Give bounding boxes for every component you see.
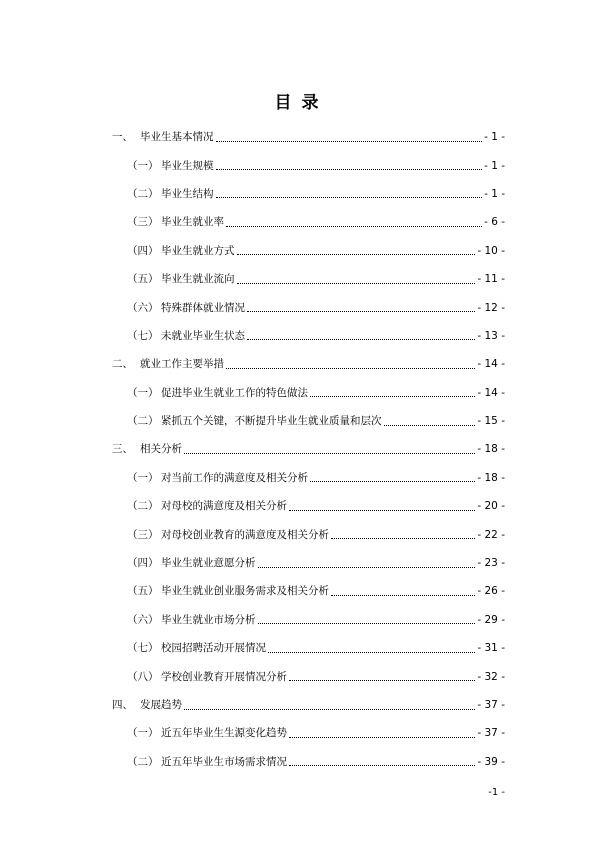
toc-entry-number: （六） — [127, 613, 159, 626]
toc-dot-leader — [226, 368, 475, 369]
toc-entry-title: 紧抓五个关键，不断提升毕业生就业质量和层次 — [161, 415, 382, 428]
toc-entry-title: 毕业生就业市场分析 — [161, 613, 256, 626]
toc-entry-number: 二、 — [112, 358, 133, 371]
toc-dot-leader — [331, 595, 475, 596]
toc-entry-number: （二） — [127, 755, 159, 768]
toc-entry-title: 就业工作主要举措 — [140, 358, 224, 371]
toc-dot-leader — [289, 680, 475, 681]
toc-entry-title: 毕业生就业率 — [161, 216, 224, 229]
toc-entry-number: （三） — [127, 216, 159, 229]
toc-subsection-entry[interactable] — [0, 265, 595, 293]
toc-entry-page-number: - 32 - — [477, 670, 505, 683]
toc-dot-leader — [216, 197, 483, 198]
toc-dot-leader — [237, 254, 476, 255]
toc-entry-title: 发展趋势 — [140, 699, 182, 711]
toc-subsection-entry[interactable] — [0, 520, 595, 548]
toc-entry-title: 相关分析 — [140, 443, 182, 456]
toc-dot-leader — [258, 623, 476, 624]
toc-entry-page-number: - 1 - — [484, 187, 505, 200]
toc-section-entry[interactable] — [0, 691, 595, 719]
toc-entry-page-number: - 37 - — [477, 699, 505, 711]
toc-entry-page-number: - 29 - — [477, 613, 505, 626]
toc-entry-number: （二） — [127, 187, 159, 200]
toc-entry-title: 对当前工作的满意度及相关分析 — [161, 471, 308, 484]
toc-subsection-entry[interactable] — [0, 492, 595, 520]
toc-dot-leader — [237, 283, 476, 284]
toc-dot-leader — [289, 765, 475, 766]
toc-entry-title: 校园招聘活动开展情况 — [161, 642, 266, 655]
toc-dot-leader — [268, 652, 475, 653]
toc-dot-leader — [258, 567, 476, 568]
toc-entry-page-number: - 18 - — [477, 471, 505, 484]
toc-entry-title: 促进毕业生就业工作的特色做法 — [161, 386, 308, 399]
toc-dot-leader — [216, 141, 483, 142]
toc-subsection-entry[interactable] — [0, 379, 595, 407]
toc-entry-title: 毕业生就业意愿分析 — [161, 557, 256, 570]
toc-entry-number: （三） — [127, 528, 159, 541]
toc-dot-leader — [289, 510, 475, 511]
toc-dot-leader — [184, 709, 475, 710]
toc-entry-title: 毕业生就业流向 — [161, 273, 235, 286]
toc-entry-number: （四） — [127, 557, 159, 570]
toc-subsection-entry[interactable] — [0, 577, 595, 605]
toc-dot-leader — [310, 396, 475, 397]
toc-subsection-entry[interactable] — [0, 606, 595, 634]
toc-entry-page-number: - 14 - — [477, 386, 505, 399]
toc-entry-page-number: - 20 - — [477, 500, 505, 513]
toc-dot-leader — [310, 481, 475, 482]
toc-dot-leader — [216, 169, 483, 170]
toc-entry-page-number: - 39 - — [477, 755, 505, 768]
toc-entry-page-number: - 10 - — [477, 244, 505, 257]
toc-subsection-entry[interactable] — [0, 634, 595, 662]
toc-entry-number: 三、 — [112, 443, 133, 456]
toc-entry-title: 未就业毕业生状态 — [161, 329, 245, 342]
toc-entry-number: （一） — [127, 386, 159, 399]
toc-dot-leader — [331, 538, 475, 539]
toc-entry-title: 对母校创业教育的满意度及相关分析 — [161, 528, 329, 541]
toc-dot-leader — [226, 226, 482, 227]
toc-section-entry[interactable] — [0, 435, 595, 463]
toc-entry-page-number: - 14 - — [477, 358, 505, 371]
toc-title: 目 录 — [274, 93, 321, 113]
toc-entry-number: 四、 — [112, 699, 133, 711]
toc-entry-page-number: - 1 - — [484, 131, 505, 144]
toc-entry-page-number: - 1 - — [484, 159, 505, 172]
toc-subsection-entry[interactable] — [0, 237, 595, 265]
toc-subsection-entry[interactable] — [0, 719, 595, 747]
toc-entry-number: （七） — [127, 642, 159, 655]
toc-entry-page-number: - 31 - — [477, 642, 505, 655]
page-footer-number: -1 - — [488, 787, 505, 798]
toc-entry-title: 特殊群体就业情况 — [161, 301, 245, 314]
toc-entry-page-number: - 15 - — [477, 415, 505, 428]
toc-subsection-entry[interactable] — [0, 322, 595, 350]
toc-entry-number: （八） — [127, 670, 159, 683]
table-of-contents — [0, 123, 595, 776]
toc-entry-title: 毕业生基本情况 — [140, 131, 214, 144]
toc-entry-page-number: - 18 - — [477, 443, 505, 456]
toc-subsection-entry[interactable] — [0, 180, 595, 208]
toc-subsection-entry[interactable] — [0, 293, 595, 321]
toc-subsection-entry[interactable] — [0, 748, 595, 776]
toc-subsection-entry[interactable] — [0, 549, 595, 577]
toc-subsection-entry[interactable] — [0, 662, 595, 690]
toc-entry-title: 毕业生就业方式 — [161, 244, 235, 257]
toc-entry-page-number: - 11 - — [477, 273, 505, 286]
toc-entry-page-number: - 12 - — [477, 301, 505, 314]
toc-entry-number: （一） — [127, 159, 159, 172]
toc-entry-number: （五） — [127, 273, 159, 286]
toc-entry-title: 毕业生结构 — [161, 187, 214, 200]
toc-entry-page-number: - 37 - — [477, 727, 505, 740]
toc-entry-number: （一） — [127, 471, 159, 484]
toc-subsection-entry[interactable] — [0, 464, 595, 492]
toc-entry-number: （一） — [127, 727, 159, 740]
toc-dot-leader — [384, 425, 476, 426]
toc-entry-title: 学校创业教育开展情况分析 — [161, 670, 287, 683]
toc-entry-number: 一、 — [112, 131, 133, 144]
toc-entry-page-number: - 22 - — [477, 528, 505, 541]
toc-section-entry[interactable] — [0, 123, 595, 151]
toc-entry-page-number: - 26 - — [477, 585, 505, 598]
toc-entry-page-number: - 6 - — [484, 216, 505, 229]
toc-entry-title: 对母校的满意度及相关分析 — [161, 500, 287, 513]
toc-entry-number: （二） — [127, 415, 159, 428]
toc-entry-number: （四） — [127, 244, 159, 257]
toc-entry-number: （五） — [127, 585, 159, 598]
toc-entry-title: 毕业生就业创业服务需求及相关分析 — [161, 585, 329, 598]
toc-entry-title: 近五年毕业生市场需求情况 — [161, 755, 287, 768]
toc-dot-leader — [247, 311, 475, 312]
toc-dot-leader — [289, 737, 475, 738]
toc-entry-title: 近五年毕业生生源变化趋势 — [161, 727, 287, 740]
toc-dot-leader — [247, 339, 475, 340]
toc-entry-title: 毕业生规模 — [161, 159, 214, 172]
toc-entry-number: （二） — [127, 500, 159, 513]
toc-dot-leader — [184, 453, 475, 454]
toc-entry-page-number: - 13 - — [477, 329, 505, 342]
toc-entry-number: （六） — [127, 301, 159, 314]
toc-entry-page-number: - 23 - — [477, 557, 505, 570]
toc-section-entry[interactable] — [0, 350, 595, 378]
toc-entry-number: （七） — [127, 329, 159, 342]
toc-subsection-entry[interactable] — [0, 151, 595, 179]
toc-subsection-entry[interactable] — [0, 407, 595, 435]
toc-subsection-entry[interactable] — [0, 208, 595, 236]
